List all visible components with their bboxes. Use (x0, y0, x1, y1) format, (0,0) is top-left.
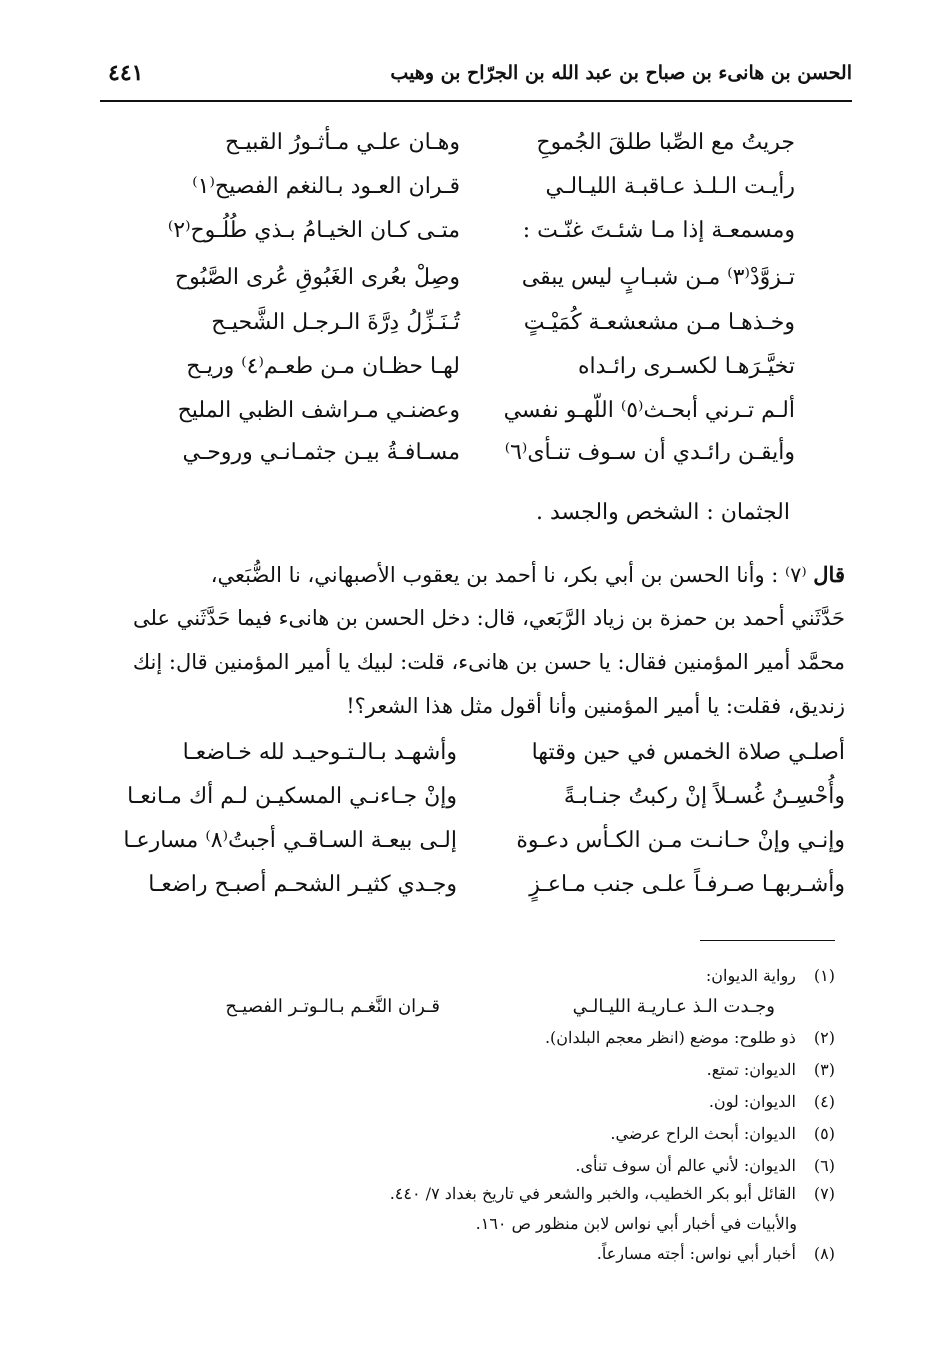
footnote-number: (٨) (813, 1244, 835, 1263)
footnote (706, 966, 835, 985)
verse-line: متـى كـان الخيـامُ بـذي طُلُـوح⁽٢⁾ (167, 218, 460, 243)
verse-line: ألـم تـرني أبحـث⁽٥⁾ اللّهـو نفسي (503, 398, 795, 423)
prose-line (95, 562, 845, 587)
footnote-verse-right: وجـدت الـذ عـاريـة الليـالـي (572, 996, 775, 1017)
footnote-text: الديوان: تمتع. (706, 1060, 796, 1079)
verse-line: وجـدي كثيـر الشحـم أصبـح راضعـا (148, 872, 457, 897)
footnote-number: (٣) (813, 1060, 835, 1079)
verse-line: تخيَّـرَهـا لكسـرى رائـداه (577, 354, 795, 379)
footnote (709, 1092, 835, 1111)
verse-line: وأُحْسِـنُ غُسـلاً إنْ ركبتُ جنـابـةً (563, 784, 845, 809)
footnote-text: رواية الديوان: (705, 966, 796, 985)
footnote-number: (١) (813, 966, 835, 985)
poem-1-left-hemistichs (150, 130, 460, 470)
footnote-number: (٤) (813, 1092, 835, 1111)
footnote-verse-left: قـران النَّغـم بـالـوتـر الفصيـح (225, 996, 440, 1017)
footnote-divider (700, 940, 835, 941)
verse-line: وصِلْ بعُرى الغَبُوقِ عُرى الصَّبُوح (174, 265, 460, 290)
poem-1-right-hemistichs (475, 130, 795, 470)
footnote (545, 1028, 835, 1047)
verse-line: تُـنَـزِّلُ دِرَّةَ الـرجـل الشَّحيـح (211, 310, 460, 335)
verse-line: وهـان علـي مـأثـورُ القبيـح (224, 130, 460, 155)
poem-2-right-hemistichs (485, 740, 845, 920)
verse-line: وخـذهـا مـن مشعشعـة كُمَيْـتٍ (523, 310, 795, 335)
footnote-text: القائل أبو بكر الخطيب، والخبر والشعر في تاريخ بغداد ٧/ ٤٤٠. (389, 1184, 796, 1203)
footnote-continuation: والأبيات في أخبار أبي نواس لابن منظور ص ١٦٠. (475, 1214, 797, 1233)
footnote-text: ذو طلوح: موضع (انظر معجم البلدان). (544, 1028, 796, 1047)
verse-line: ومسمعـة إذا مـا شئـتَ غنّـت : (522, 218, 795, 243)
footnote-number: (٧) (813, 1184, 835, 1203)
verse-line: وإنـي وإنْ حـانـت مـن الكـأس دعـوة (516, 828, 845, 853)
verse-line: وإنْ جـاءنـي المسكيـن لـم أك مـانعـا (127, 784, 457, 809)
page-header (100, 52, 852, 102)
verse-line: قـران العـود بـالنغم الفصيح⁽١⁾ (192, 174, 460, 199)
verse-line: تـزوَّدْ⁽٣⁾ مـن شبـابٍ ليس يبقى (521, 265, 795, 290)
verse-line: وأيقـن رائـدي أن سـوف تنـأى⁽٦⁾ (504, 440, 795, 465)
prose-line: حَدَّثَني أحمد بن حمزة بن زياد الرَّبَعي، قال: دخل الحسن بن هانىء فيما حَدَّثَني على (133, 606, 845, 630)
footnote-number: (٦) (813, 1156, 835, 1175)
prose-line: زنديق، فقلت: يا أمير المؤمنين وأنا أقول مثل هذا الشعر؟! (346, 694, 845, 718)
prose-text: ⁽٧⁾ : وأنا الحسن بن أبي بكر، نا أحمد بن يعقوب الأصبهاني، نا الضُّبَعي، (210, 563, 814, 587)
footnote (575, 1156, 835, 1175)
footnote (707, 1060, 835, 1079)
running-title: الحسن بن هانىء بن صباح بن عبد الله بن الجرّاح بن وهيب (390, 62, 852, 84)
footnote-text: الديوان: لأني عالم أن سوف تنأى. (575, 1156, 796, 1175)
footnote-number: (٢) (813, 1028, 835, 1047)
prose-line: محمَّد أمير المؤمنين فقال: يا حسن بن هانىء، قلت: لبيك يا أمير المؤمنين قال: إنك (132, 650, 845, 674)
footnote-text: أخبار أبي نواس: أجته مسارعاً. (596, 1244, 796, 1263)
verse-line: جريتُ مع الصِّبا طلقَ الجُموحِ (536, 130, 795, 155)
verse-line: وأشهـد بـالـتـوحيـد لله خـاضعـا (182, 740, 457, 765)
footnote-number: (٥) (813, 1124, 835, 1143)
verse-line: رأيـت الـلـذ عـاقبـة الليـالـي (545, 174, 795, 199)
verse-line: إلـى بيعـة السـاقـي أجبتُ⁽٨⁾ مسارعـا (123, 828, 457, 853)
footnote (610, 1124, 835, 1143)
speaker-label: قال (813, 562, 845, 587)
footnote-text: الديوان: لون. (708, 1092, 796, 1111)
poem-2-left-hemistichs (87, 740, 457, 920)
verse-line: وأشـربهـا صـرفـاً علـى جنب مـاعـزٍ (529, 872, 845, 897)
page-number: ٤٤١ (108, 60, 144, 86)
verse-line: لهـا حظـان مـن طعـم⁽٤⁾ وريـح (186, 354, 460, 379)
verse-line: أصلـي صلاة الخمس في حين وقتها (531, 740, 845, 765)
gloss-note: الجثمان : الشخص والجسد . (535, 500, 790, 525)
footnote (390, 1184, 835, 1203)
verse-line: وعضنـي مـراشف الظبي المليح (177, 398, 460, 423)
footnote-text: الديوان: أبحث الراح عرضي. (610, 1124, 796, 1143)
verse-line: مسـافـةُ بيـن جثمـانـي وروحـي (182, 440, 460, 465)
footnote (597, 1244, 835, 1263)
